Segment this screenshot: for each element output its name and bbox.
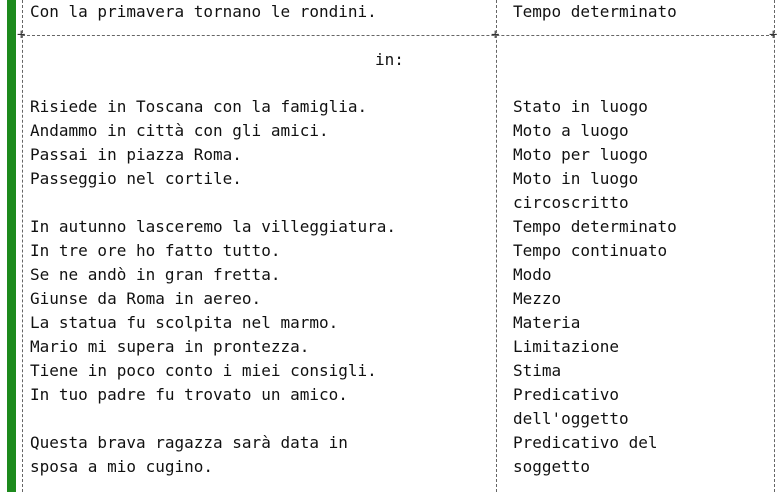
sentence-line: Passai in piazza Roma. — [30, 145, 242, 164]
sentence-line: Mario mi supera in prontezza. — [30, 337, 310, 356]
category-line: Moto in luogo — [513, 169, 639, 188]
sentence-line: Passeggio nel cortile. — [30, 169, 242, 188]
category-line: Tempo determinato — [513, 217, 677, 236]
category-line: soggetto — [513, 457, 591, 476]
category-line: Tempo continuato — [513, 241, 668, 260]
sentence-line: In autunno lasceremo la villeggiatura. — [30, 217, 397, 236]
sentence-line: Risiede in Toscana con la famiglia. — [30, 97, 368, 116]
table-column-divider — [496, 0, 497, 492]
top-row-category: Tempo determinato — [513, 2, 677, 21]
sentence-line: Andammo in città con gli amici. — [30, 121, 329, 140]
sentence-line: Se ne andò in gran fretta. — [30, 265, 281, 284]
category-line: Predicativo del — [513, 433, 658, 452]
category-line: Mezzo — [513, 289, 562, 308]
category-line: Moto per luogo — [513, 145, 648, 164]
sentence-line: Questa brava ragazza sarà data in — [30, 433, 348, 452]
sentence-line: In tre ore ho fatto tutto. — [30, 241, 281, 260]
table-junction-left: + — [17, 27, 26, 43]
table-row-separator — [22, 35, 774, 36]
sentence-line: In tuo padre fu trovato un amico. — [30, 385, 348, 404]
sentence-line: La statua fu scolpita nel marmo. — [30, 313, 339, 332]
table-junction-middle: + — [491, 27, 500, 43]
table-border-left — [22, 0, 23, 492]
section-heading-preposition: in: — [375, 50, 404, 69]
category-line: Stato in luogo — [513, 97, 648, 116]
table-border-right — [774, 0, 775, 492]
sentence-line: sposa a mio cugino. — [30, 457, 214, 476]
table-junction-right: + — [769, 27, 778, 43]
category-line: Modo — [513, 265, 552, 284]
category-line: Moto a luogo — [513, 121, 629, 140]
category-line: Predicativo — [513, 385, 619, 404]
category-line: circoscritto — [513, 193, 629, 212]
sentence-line: Tiene in poco conto i miei consigli. — [30, 361, 377, 380]
category-line: Stima — [513, 361, 562, 380]
category-line: dell'oggetto — [513, 409, 629, 428]
left-accent-stripe — [7, 0, 16, 492]
category-line: Materia — [513, 313, 581, 332]
category-line: Limitazione — [513, 337, 619, 356]
top-row-sentence: Con la primavera tornano le rondini. — [30, 2, 377, 21]
sentence-line: Giunse da Roma in aereo. — [30, 289, 262, 308]
